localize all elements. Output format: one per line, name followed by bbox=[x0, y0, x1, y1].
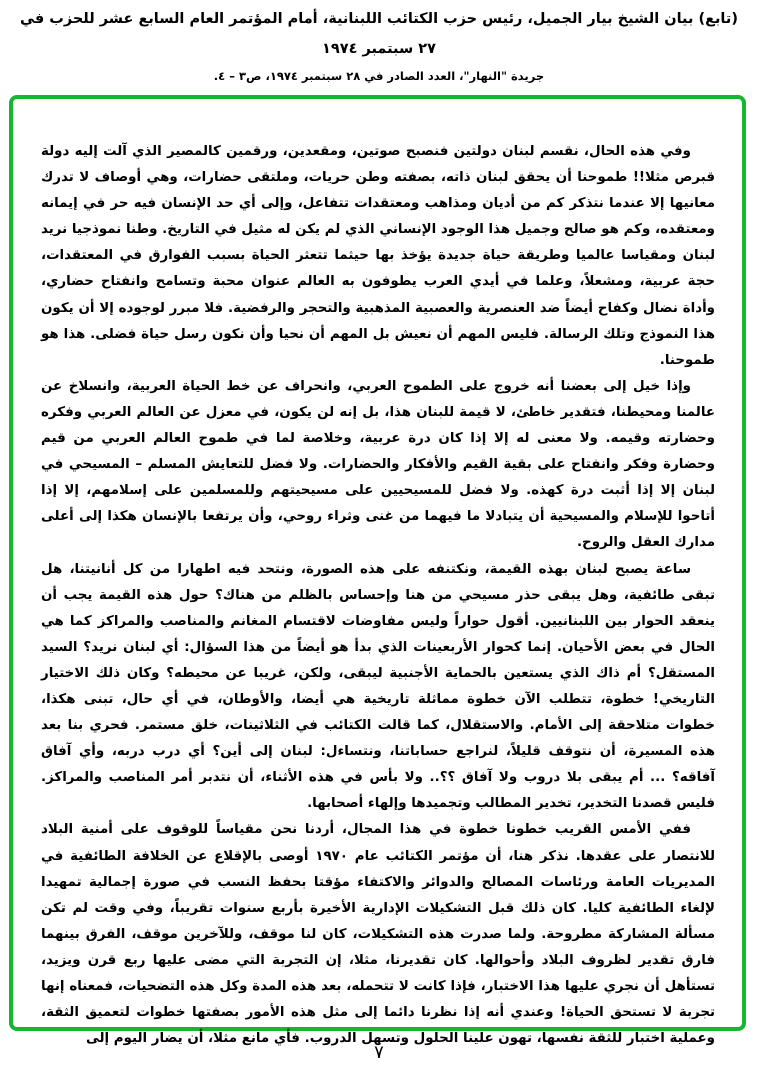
content-frame bbox=[9, 95, 746, 1047]
paragraph: وفي هذه الحال، نقسم لبنان دولتين فنصبح صوتين، ومقعدين، ورقمين كالمصير الذي آلت إليه دولة قبرص مثلا!! طموحنا أن يحقق لبنان ذاته، بصفته وطن حريات، وملتقى حضارات، وهي أوصاف لا تدرك معانيها إلا عندما نتذكر كم من أديان ومذاهب ومعتقدات تتفاعل، وإلى أي حد الإنسان فيه حر في إيمانه ومعتقده، وكم هو صالح وجميل هذا الوجود الإنساني الذي لم يكن له مثيل في التاريخ. وطنا نموذجيا نريد لبنان ومقياسا عالميا وطريقة حياة جديدة يؤخذ بها حيثما تتعثر الحياة بسبب الفوارق في المعتقدات، حجة عربية، ومشعلاً، وعلما في أيدي العرب يطوفون به العالم عنوان محبة وتسامح وانفتاح حضاري، وأداة نضال وكفاح أيضاً ضد العنصرية والعصبية المذهبية والتحجر والرفضية. فلا مبرر لوجوده إلا أن يكون هذا النموذج وتلك الرسالة. فليس المهم أن نعيش بل المهم أن نحيا وأن نكون رسل حياة فضلى. هذا هو طموحنا. bbox=[41, 144, 715, 368]
document-body bbox=[41, 139, 715, 1052]
paragraph: ففي الأمس القريب خطونا خطوة في هذا المجال، أردنا نحن مقياساً للوقوف على أمنية البلاد للانتصار على عقدها. نذكر هنا، أن مؤتمر الكتائب عام ١٩٧٠ أوصى بالإقلاع عن الخلافة الطائفية في المديريات العامة ورئاسات المصالح والدوائر والاكتفاء مؤقتا بحفظ النسب في صورة إجمالية تمهيدا لإلغاء الطائفية كليا. كان ذلك قبل التشكيلات الإدارية الأخيرة بأربع سنوات تقريباً، وفي وقت لم تكن مسألة المشاركة مطروحة. ولما صدرت هذه التشكيلات، كان لنا موقف، وللآخرين موقف، الفرق بينهما فارق تقدير لظروف البلاد وأحوالها. كان تقديرنا، مثلا، إن التجربة التي مضى عليها ربع قرن ويزيد، تستأهل أن نجري عليها هذا الاختبار، فإذا كانت لا تتحمله، بعد هذه المدة وكل هذه التضحيات، فمعناه إنها تجربة لا تستحق الحياة! وعندي أنه إذا نظرنا دائما إلى مثل هذه الأمور بصفتها خطوات لتعميق الثقة، وعملية اختبار للثقة نفسها، تهون علينا الحلول وتسهل الدروب. فأي مانع مثلا، أن يضار اليوم إلى bbox=[41, 822, 715, 1047]
source-citation: جريدة "النهار"، العدد الصادر في ٢٨ سبتمبر ١٩٧٤، ص٣ – ٤. bbox=[213, 69, 545, 83]
paragraph: وإذا خيل إلى بعضنا أنه خروج على الطموح العربي، وانحراف عن خط الحياة العربية، وانسلاخ عن عالمنا ومحيطنا، فتقدير خاطئ، لا قيمة للبنان هذا، بل إنه لن يكون، في معزل عن العالم العربي وفكره وحضارته وقيمه. ولا معنى له إلا إذا كان درة عربية، وخلاصة لما في طموح العالم العربي من قيم وحضارة وفكر وانفتاح على بقية القيم والأفكار والحضارات. ولا فضل للتعايش المسلم – المسيحي في لبنان إلا إذا أثبت درة كهذه. ولا فضل للمسيحيين على مسيحيتهم وللمسلمين على إسلامهم، إلا إذا أتاحوا للإسلام والمسيحية أن يتبادلا ما فيهما من غنى وثراء روحي، وأن يرتفعا بالإنسان هكذا إلى أعلى مدارك العقل والروح. bbox=[41, 378, 715, 551]
page-number: ٧ bbox=[374, 1042, 384, 1063]
document-title: (تابع) بيان الشيخ بيار الجميل، رئيس حزب الكتائب اللبنانية، أمام المؤتمر العام السابع عشر للحزب في ٢٧ سبتمبر ١٩٧٤ bbox=[20, 11, 738, 57]
paragraph: ساعة يصبح لبنان بهذه القيمة، ونكتنفه على هذه الصورة، ونتحد فيه اطهارا من كل أنانيتنا، هل تبقى طائفية، وهل يبقى حذر مسيحي من هنا وإحساس بالظلم من هناك؟ حول هذه القيمة يجب أن ينعقد الحوار بين اللبنانيين. أقول حواراً وليس مفاوضات لاقتسام المغانم والمناصب والمراكز كما هي الحال في بعض الأحيان. إنما كحوار الأربعينات الذي بدأ هو أيضاً من هذا السؤال: أي لبنان نريد؟ السيد المستقل؟ أم ذاك الذي يستعين بالحماية الأجنبية ليبقى، ولكن، غريبا عن محيطه؟ وكان ذلك الاختيار التاريخي! خطوة، تتطلب الآن خطوة مماثلة تاريخية هي أيضا، والأوطان، في أي حال، تبنى هكذا، خطوات متلاحقة إلى الأمام. والاستقلال، كما قالت الكتائب في الثلاثينات، خلق مستمر. فحري بنا بعد هذه المسيرة، أن نتوقف قليلاً، لنراجع حساباتنا، ونتساءل: لبنان إلى أين؟ أي درب دربه، وأي آفاق آفاقه؟ ... أم يبقى بلا دروب ولا آفاق ؟؟.. ولا بأس في هذه الأثناء، أن نتدبر أمر المناصب والمراكز. فليس قصدنا التخدير، تخدير المطالب وتجميدها وإلهاء أصحابها. bbox=[41, 561, 715, 812]
document-header bbox=[20, 4, 738, 86]
